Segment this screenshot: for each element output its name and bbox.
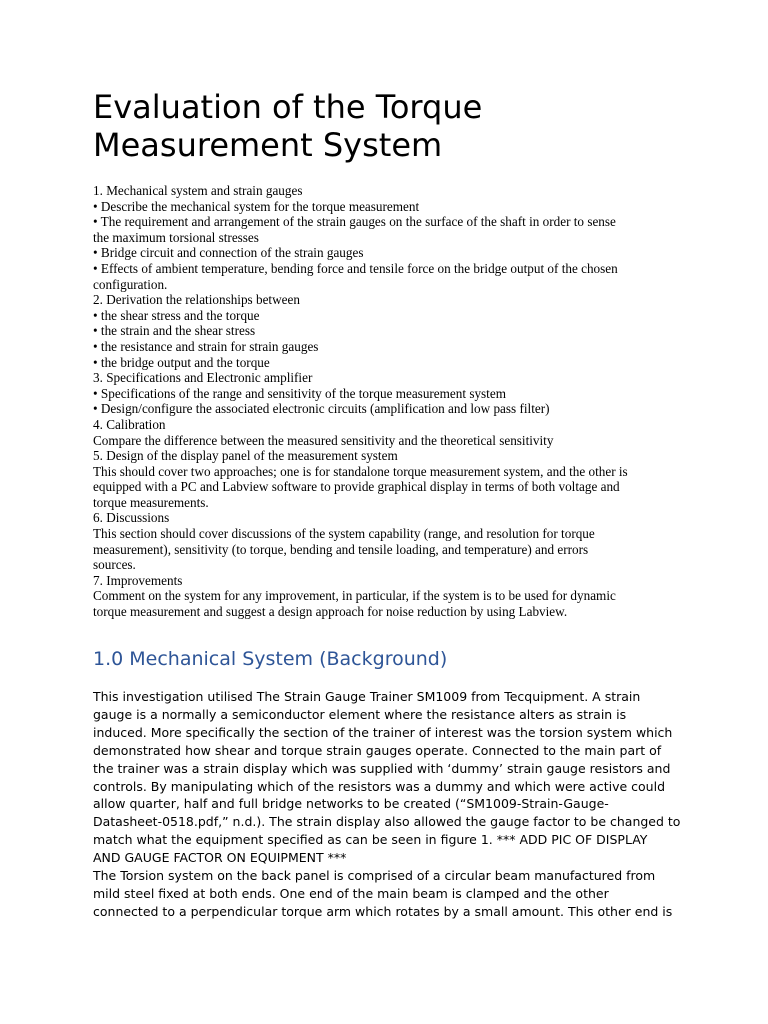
body-line: AND GAUGE FACTOR ON EQUIPMENT ***: [93, 850, 347, 866]
outline-line: • the bridge output and the torque: [93, 354, 270, 370]
outline-line: 2. Derivation the relationships between: [93, 292, 300, 308]
outline-line: • the shear stress and the torque: [93, 307, 260, 323]
outline-line: • Describe the mechanical system for the torque measurement: [93, 198, 420, 214]
outline-line: • Design/configure the associated electronic circuits (amplification and low pass filter): [93, 401, 550, 417]
outline-line: torque measurements.: [93, 494, 209, 510]
outline-line: 3. Specifications and Electronic amplifier: [93, 370, 313, 386]
title-line: Evaluation of the Torque: [93, 88, 483, 126]
outline-line: sources.: [93, 557, 136, 573]
outline-line: • the resistance and strain for strain gauges: [93, 338, 319, 354]
outline-line: Compare the difference between the measured sensitivity and the theoretical sensitivity: [93, 432, 554, 448]
outline-line: measurement), sensitivity (to torque, bending and tensile loading, and temperature) and errors: [93, 541, 589, 557]
body-line: The Torsion system on the back panel is comprised of a circular beam manufactured from: [93, 868, 656, 884]
outline-line: 5. Design of the display panel of the measurement system: [93, 448, 398, 464]
outline-line: equipped with a PC and Labview software to provide graphical display in terms of both voltage and: [93, 479, 620, 495]
body-line: demonstrated how shear and torque strain gauges operate. Connected to the main part of: [93, 742, 662, 758]
outline-line: • Bridge circuit and connection of the strain gauges: [93, 245, 364, 261]
document-title: [93, 88, 693, 164]
outline-line: the maximum torsional stresses: [93, 229, 259, 245]
section-heading: 1.0 Mechanical System (Background): [93, 648, 448, 670]
outline-line: 1. Mechanical system and strain gauges: [93, 183, 303, 198]
body-line: mild steel fixed at both ends. One end of the main beam is clamped and the other: [93, 885, 609, 901]
outline-line: 6. Discussions: [93, 510, 170, 526]
outline-line: 4. Calibration: [93, 416, 166, 432]
title-line: Measurement System: [93, 126, 443, 164]
outline-line: This should cover two approaches; one is for standalone torque measurement system, and the other is: [93, 463, 628, 479]
body-line: match what the equipment specified as can be seen in figure 1. *** ADD PIC OF DISPLAY: [93, 832, 648, 848]
outline-line: configuration.: [93, 276, 168, 292]
body-line: gauge is a normally a semiconductor element where the resistance alters as strain is: [93, 706, 627, 722]
outline-line: • The requirement and arrangement of the strain gauges on the surface of the shaft in order to sense: [93, 214, 616, 230]
body-line: This investigation utilised The Strain Gauge Trainer SM1009 from Tecquipment. A strain: [93, 689, 641, 704]
body-line: the trainer was a strain display which was supplied with ‘dummy’ strain gauge resistors and: [93, 760, 671, 776]
section-body: [93, 688, 693, 921]
outline-line: torque measurement and suggest a design approach for noise reduction by using Labview.: [93, 604, 568, 620]
body-line: Datasheet-0518.pdf,” n.d.). The strain display also allowed the gauge factor to be changed to: [93, 814, 681, 830]
outline-line: 7. Improvements: [93, 572, 183, 588]
outline-line: This section should cover discussions of the system capability (range, and resolution for torque: [93, 526, 595, 542]
outline-line: • Specifications of the range and sensitivity of the torque measurement system: [93, 385, 506, 401]
body-line: controls. By manipulating which of the resistors was a dummy and which were active could: [93, 778, 666, 794]
outline-line: • Effects of ambient temperature, bending force and tensile force on the bridge output of the chosen: [93, 260, 618, 276]
outline-line: Comment on the system for any improvement, in particular, if the system is to be used for dynamic: [93, 588, 616, 604]
outline-line: • the strain and the shear stress: [93, 323, 256, 339]
body-line: connected to a perpendicular torque arm which rotates by a small amount. This other end is: [93, 903, 673, 919]
body-line: allow quarter, half and full bridge networks to be created (“SM1009-Strain-Gauge-: [93, 796, 609, 812]
body-line: induced. More specifically the section of the trainer of interest was the torsion system which: [93, 724, 673, 740]
assignment-outline: [93, 183, 683, 620]
